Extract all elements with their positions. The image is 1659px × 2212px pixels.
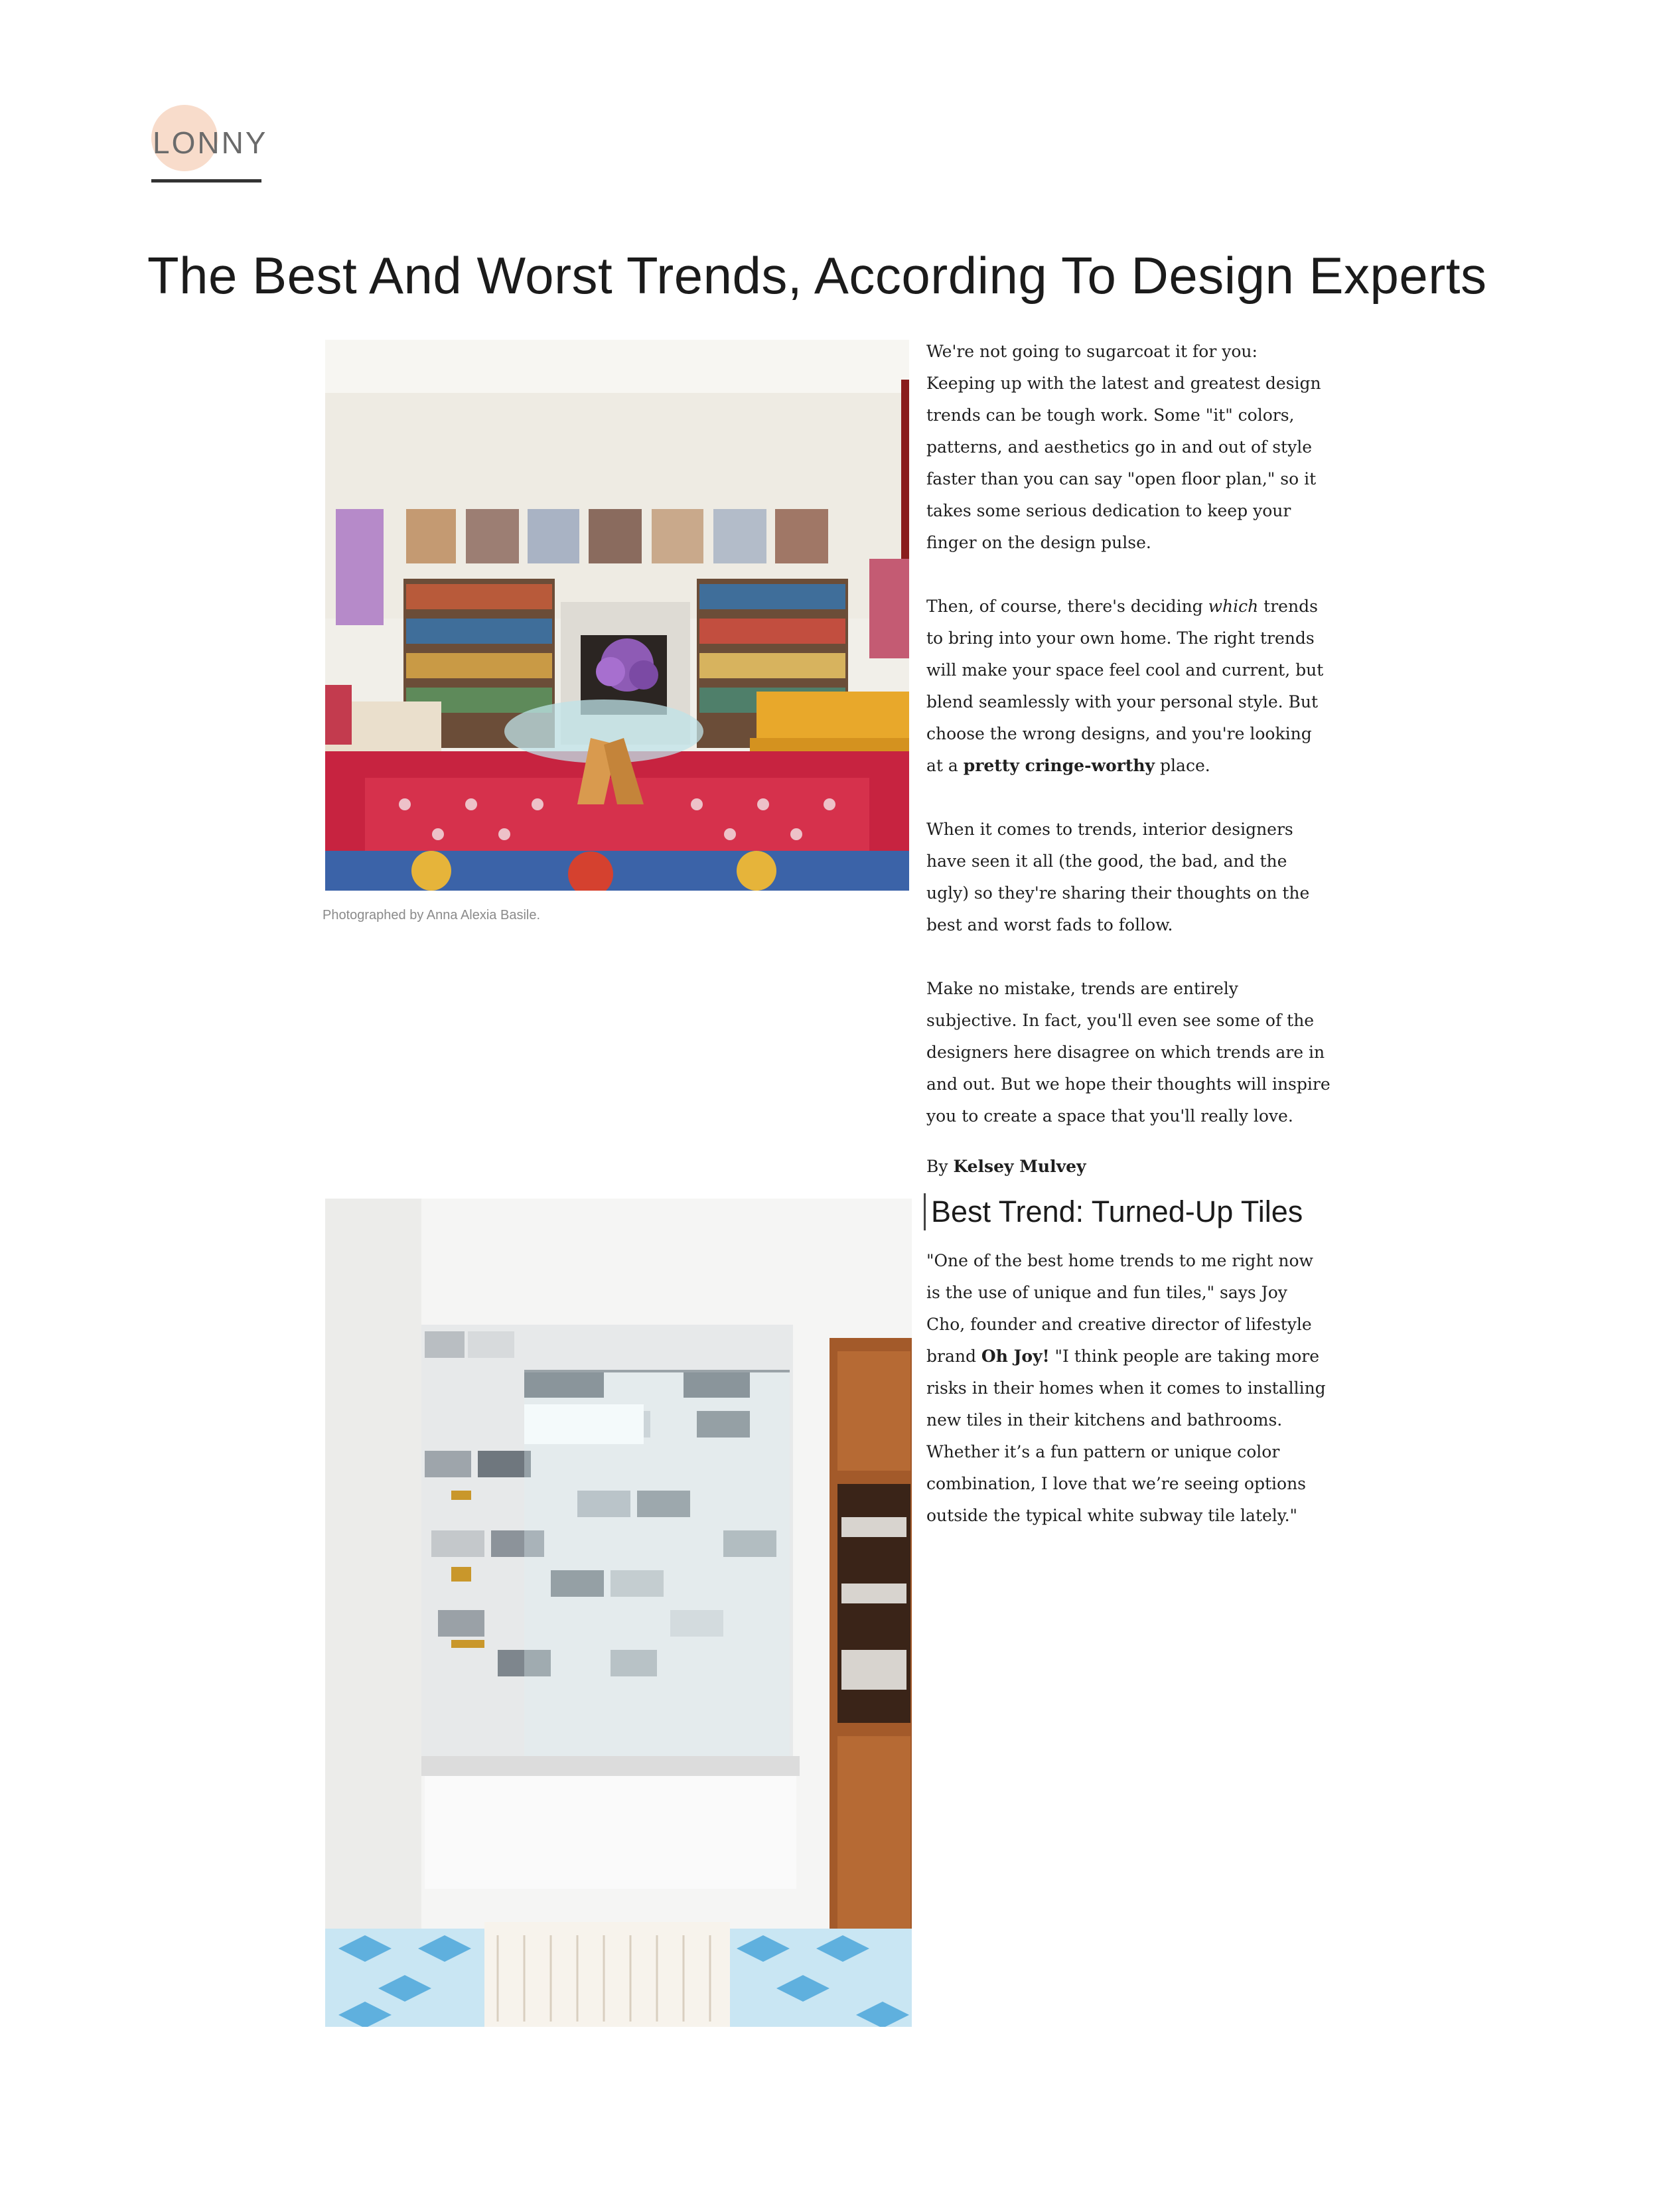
logo[interactable]	[151, 105, 268, 184]
living-room-illustration	[325, 340, 909, 891]
section-heading: Best Trend: Turned-Up Tiles	[924, 1193, 1303, 1230]
photo-caption: Photographed by Anna Alexia Basile.	[323, 908, 541, 922]
brand-name: Oh Joy!	[981, 1347, 1050, 1366]
section-text	[926, 1245, 1331, 1564]
text-run: trends to bring into your own home. The right trends will make your space feel cool and current, but blend seamlessly with your personal style. But choose the wrong designs, and you're looking at a	[926, 597, 1324, 775]
intro-text	[926, 336, 1331, 1215]
logo-underline	[151, 179, 261, 183]
intro-paragraph: Make no mistake, trends are entirely subjective. In fact, you'll even see some of the designers here disagree on which trends are in and out. But we hope their thoughts will inspire you to create a space that you'll really love.	[926, 979, 1331, 1126]
intro-paragraph	[926, 591, 1331, 782]
emphasis: which	[1208, 597, 1259, 616]
bathroom-tile-photo	[325, 1199, 912, 2027]
logo-text: LONNY	[153, 125, 268, 160]
section-paragraph	[926, 1245, 1331, 1532]
text-run: "I think people are taking more risks in their homes when it comes to installing new tiles in their kitchens and bathrooms. Whether it’s a fun pattern or unique color combination, I love that we’re seeing options outside the typical white subway tile lately."	[926, 1347, 1326, 1525]
text-run: Then, of course, there's deciding	[926, 597, 1208, 616]
text-run: place.	[1155, 756, 1210, 775]
article-title: The Best And Worst Trends, According To Design Experts	[147, 246, 1487, 305]
author-name: Kelsey Mulvey	[953, 1157, 1086, 1176]
byline	[926, 1151, 1331, 1183]
bold-text: pretty cringe-worthy	[963, 756, 1155, 775]
intro-paragraph: We're not going to sugarcoat it for you: Keeping up with the latest and greatest design trends can be tough work. Some "it" colors, patterns, and aesthetics go in and out of style faster than you can say "open floor plan," so it takes some serious dedication to keep your finger on the design pulse.	[926, 342, 1321, 552]
bathroom-illustration	[325, 1199, 912, 2027]
byline-prefix: By	[926, 1157, 954, 1176]
living-room-photo	[325, 340, 909, 891]
text-run: "One of the best home trends to me right now is the use of unique and fun tiles," says Joy Cho, founder and creative director of lifestyle brand	[926, 1251, 1313, 1366]
intro-paragraph: When it comes to trends, interior designers have seen it all (the good, the bad, and the ugly) so they're sharing their thoughts on the best and worst fads to follow.	[926, 820, 1310, 934]
